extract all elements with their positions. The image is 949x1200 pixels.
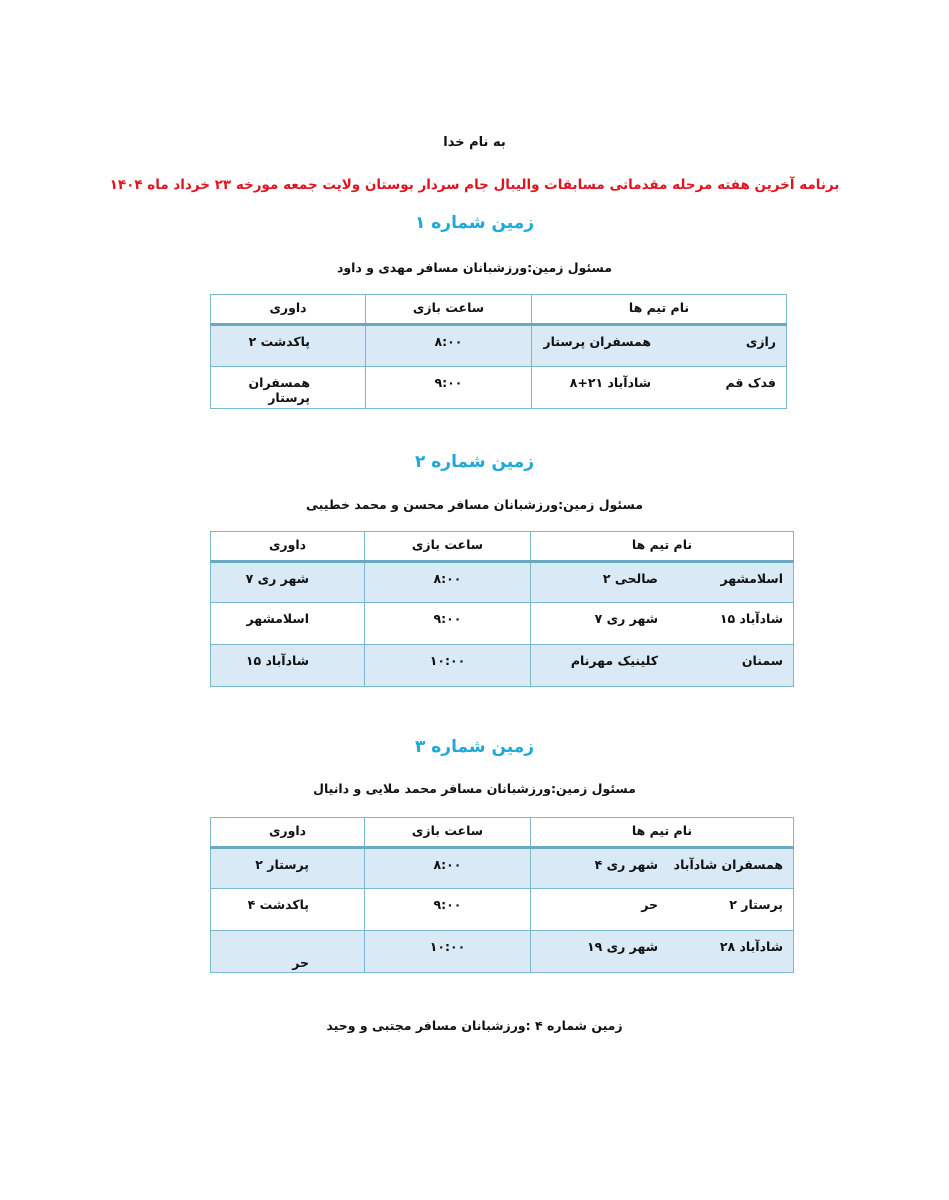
teams-cell [531, 848, 794, 889]
team-1: اسلامشهر [720, 571, 783, 586]
referee-team: حر [292, 955, 309, 970]
table-row [211, 367, 787, 409]
time-cell [365, 931, 531, 973]
ground-1-title: زمین شماره ۱ [414, 213, 535, 233]
match-time: ۸:۰۰ [433, 571, 462, 586]
referee-column-header: داوری [211, 295, 366, 325]
table-row [211, 603, 794, 645]
page-title: برنامه آخرین هفته مرحله مقدماتی مسابقات والیبال جام سردار بوستان ولایت جمعه مورخه ۲۳ خرداد ماه ۱۴۰۴ [109, 177, 840, 193]
time-cell [366, 367, 532, 409]
time-cell [365, 603, 531, 645]
time-column-header: ساعت بازی [366, 295, 532, 325]
ground-3-schedule-table [210, 817, 794, 973]
referee-cell [211, 325, 366, 367]
team-1: سمنان [741, 653, 783, 668]
teams-cell [532, 325, 787, 367]
time-column-header: ساعت بازی [365, 818, 531, 848]
ground-3-manager: مسئول زمین:ورزشبانان مسافر محمد ملایی و دانیال [313, 781, 636, 796]
table-header-row [211, 532, 794, 562]
time-column-header: ساعت بازی [365, 532, 531, 562]
time-cell [365, 889, 531, 931]
match-time: ۱۰:۰۰ [429, 653, 466, 668]
referee-cell [211, 889, 365, 931]
time-cell [365, 645, 531, 687]
referee-team: پاکدشت ۴ [247, 897, 309, 912]
referee-cell [211, 848, 365, 889]
teams-column-header: نام تیم ها [532, 295, 787, 325]
ground-1-manager: مسئول زمین:ورزشبانان مسافر مهدی و داود [336, 260, 613, 275]
ground-2-manager: مسئول زمین:ورزشبانان مسافر محسن و محمد خطیبی [306, 497, 643, 512]
referee-team: شهر ری ۷ [245, 571, 309, 586]
team-2: حر [641, 897, 658, 912]
table-row [211, 645, 794, 687]
team-2: کلینیک مهرنام [570, 653, 658, 668]
team-1: همسفران شادآباد [673, 857, 783, 872]
referee-team: اسلامشهر [246, 611, 309, 626]
referee-cell [211, 562, 365, 603]
time-cell [365, 562, 531, 603]
table-header-row [211, 295, 787, 325]
teams-cell [531, 562, 794, 603]
referee-cell [211, 367, 366, 409]
referee-cell [211, 931, 365, 973]
team-1: پرستار ۲ [729, 897, 783, 912]
team-2: شادآباد ۲۱+۸ [569, 375, 651, 390]
match-time: ۱۰:۰۰ [429, 939, 466, 954]
time-cell [366, 325, 532, 367]
match-time: ۹:۰۰ [433, 611, 462, 626]
team-2: شهر ری ۱۹ [587, 939, 658, 954]
table-row [211, 931, 794, 973]
ground-4-manager: زمین شماره ۴ :ورزشبانان مسافر مجتبی و وحید [326, 1018, 623, 1033]
table-header-row [211, 818, 794, 848]
table-row [211, 562, 794, 603]
ground-2-title: زمین شماره ۲ [414, 452, 535, 472]
ground-2-schedule-table [210, 531, 794, 687]
teams-cell [531, 645, 794, 687]
team-2: شهر ری ۷ [594, 611, 658, 626]
teams-cell [531, 889, 794, 931]
referee-cell [211, 603, 365, 645]
referee-team: پاکدشت ۲ [248, 334, 310, 349]
table-row [211, 325, 787, 367]
match-time: ۸:۰۰ [433, 857, 462, 872]
match-time: ۹:۰۰ [433, 897, 462, 912]
teams-column-header: نام تیم ها [531, 818, 794, 848]
teams-cell [531, 603, 794, 645]
referee-team: پرستار ۲ [255, 857, 309, 872]
team-1: فدک قم [725, 375, 776, 390]
time-cell [365, 848, 531, 889]
match-time: ۸:۰۰ [434, 334, 463, 349]
referee-team: همسفران پرستار [248, 375, 310, 405]
team-2: صالحی ۲ [602, 571, 658, 586]
team-1: رازی [745, 334, 776, 349]
team-1: شادآباد ۲۸ [719, 939, 783, 954]
team-1: شادآباد ۱۵ [719, 611, 783, 626]
table-row [211, 848, 794, 889]
team-2: شهر ری ۴ [594, 857, 658, 872]
teams-column-header: نام تیم ها [531, 532, 794, 562]
ground-3-title: زمین شماره ۳ [414, 737, 535, 757]
referee-column-header: داوری [211, 818, 365, 848]
teams-cell [532, 367, 787, 409]
referee-team: شادآباد ۱۵ [245, 653, 309, 668]
team-2: همسفران پرستار [543, 334, 651, 349]
bismillah-heading: به نام خدا [443, 135, 506, 150]
referee-column-header: داوری [211, 532, 365, 562]
ground-1-schedule-table [210, 294, 787, 409]
teams-cell [531, 931, 794, 973]
table-row [211, 889, 794, 931]
match-time: ۹:۰۰ [434, 375, 463, 390]
referee-cell [211, 645, 365, 687]
